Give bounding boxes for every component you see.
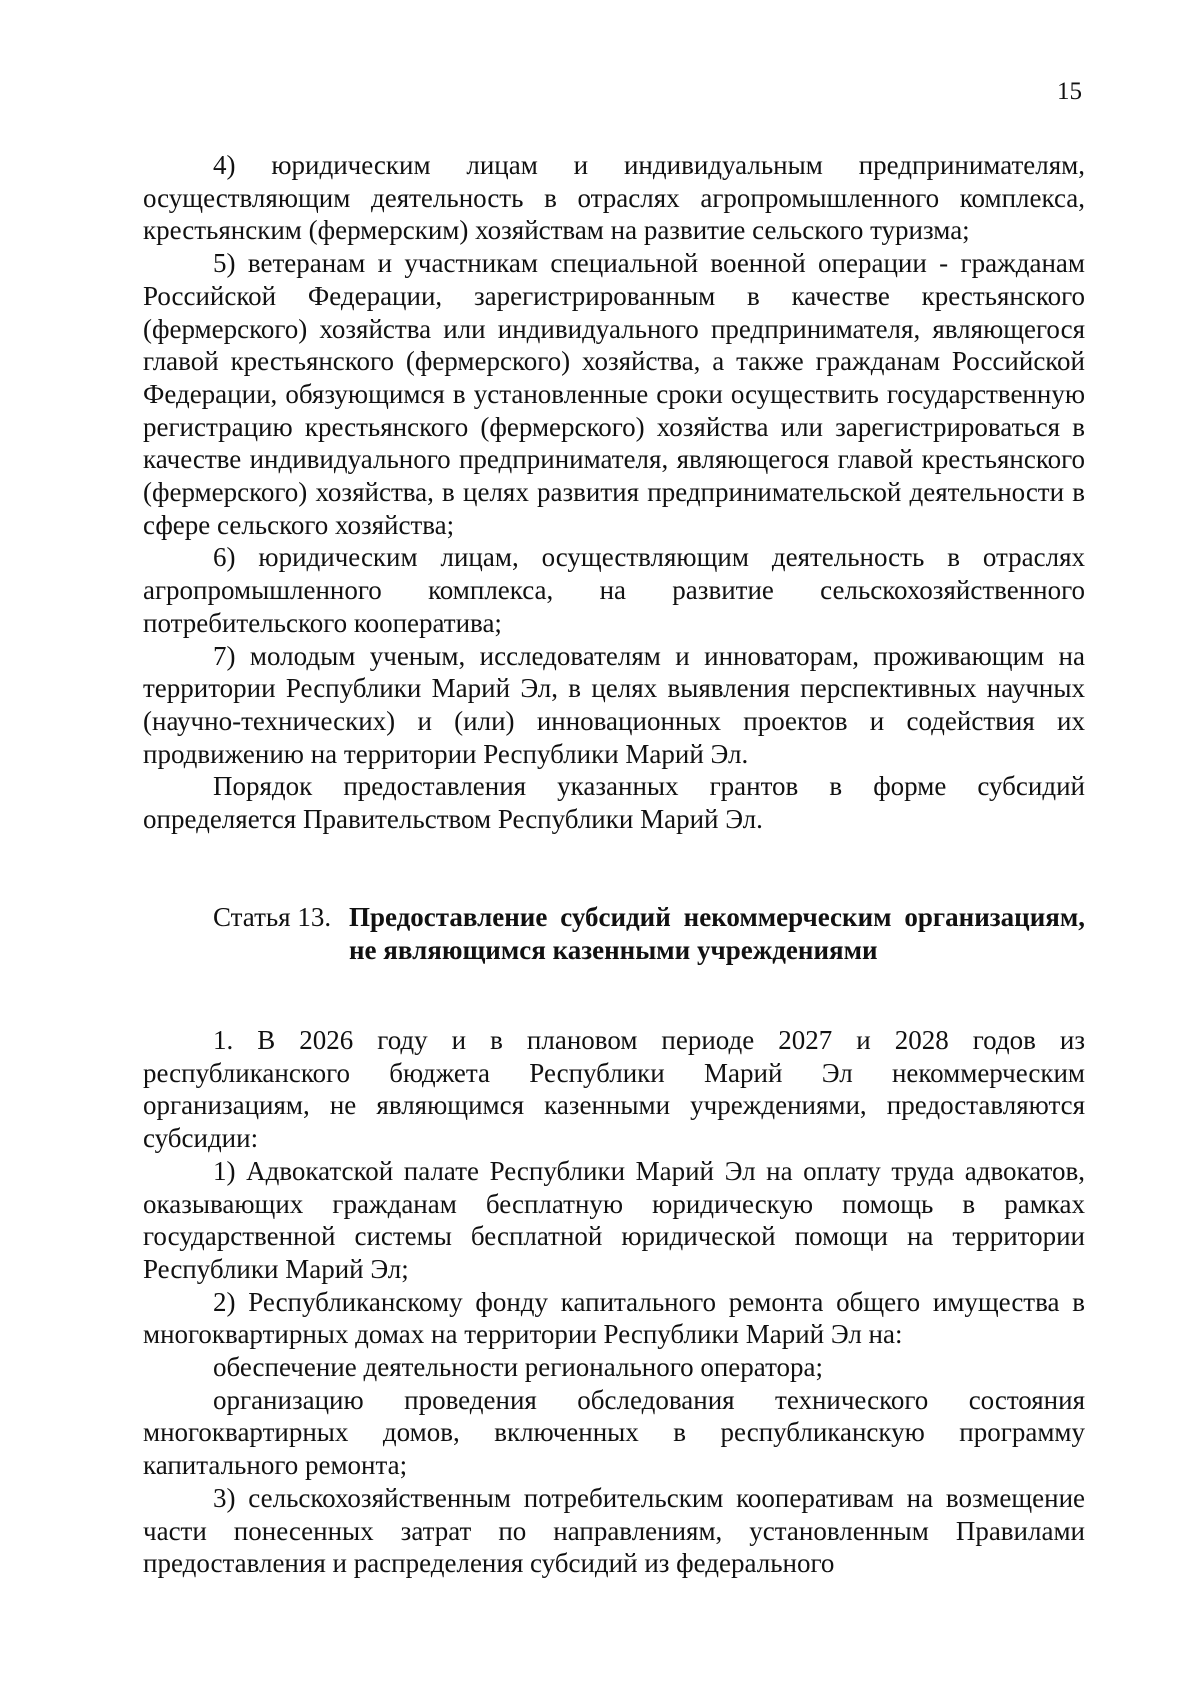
list-item-3-consumer-cooperatives: 3) сельскохозяйственным потребительским кооперативам на возмещение части понесенных затрат по направлениям, установленным Правилами предоставления и распределения субсидий из федерального [143, 1482, 1085, 1579]
article-heading [213, 901, 1085, 966]
grants-procedure-paragraph: Порядок предоставления указанных грантов в форме субсидий определяется Правительством Республики Марий Эл. [143, 771, 1085, 835]
paragraph-group-top [143, 149, 1085, 836]
repair-fund-subitem-inspection: организацию проведения обследования технического состояния многоквартирных домов, включенных в республиканскую программу капитального ремонта; [143, 1384, 1085, 1481]
article-title: Предоставление субсидий некоммерческим организациям, не являющимся казенными учреждениями [349, 902, 1085, 965]
list-item-1-bar-chamber: 1) Адвокатской палате Республики Марий Эл на оплату труда адвокатов, оказывающих гражданам бесплатную юридическую помощь в рамках государственной системы бесплатной юридической помощи на территории Республики Марий Эл; [143, 1155, 1085, 1284]
article-label: Статья 13. [213, 902, 332, 932]
clause-1-intro: 1. В 2026 году и в плановом периоде 2027 и 2028 годов из республиканского бюджета Республики Марий Эл некоммерческим организациям, не являющимся казенными учреждениями, предоставляются субсидии: [143, 1025, 1085, 1154]
list-item-5-svo-veterans: 5) ветеранам и участникам специальной военной операции - гражданам Российской Федерации, зарегистрированным в качестве крестьянского (фермерского) хозяйства или индивидуального предпринимателя, являющегося главой крестьянского (фермерского) хозяйства, а также гражданам Российской Федерации, обязующимся в установленные сроки осуществить государственную регистрацию крестьянского (фермерского) хозяйства или зарегистрироваться в качестве индивидуального предпринимателя, являющегося главой крестьянского (фермерского) хозяйства, в целях развития предпринимательской деятельности в сфере сельского хозяйства; [143, 248, 1085, 540]
list-item-7-young-scientists: 7) молодым ученым, исследователям и инноваторам, проживающим на территории Республики Марий Эл, в целях выявления перспективных научных (научно-технических) и (или) инновационных проектов и содействия их продвижению на территории Республики Марий Эл. [143, 640, 1085, 769]
list-item-2-repair-fund: 2) Республиканскому фонду капитального ремонта общего имущества в многоквартирных домах на территории Республики Марий Эл на: [143, 1286, 1085, 1350]
list-item-6-cooperative: 6) юридическим лицам, осуществляющим деятельность в отраслях агропромышленного комплекса, на развитие сельскохозяйственного потребительского кооператива; [143, 542, 1085, 638]
repair-fund-subitem-operator: обеспечение деятельности регионального оператора; [213, 1352, 824, 1383]
paragraph-group-bottom [143, 1024, 1085, 1580]
page-number: 15 [1057, 78, 1082, 105]
list-item-4-agro-tourism: 4) юридическим лицам и индивидуальным предпринимателям, осуществляющим деятельность в отраслях агропромышленного комплекса, крестьянским (фермерским) хозяйствам на развитие сельского туризма; [143, 150, 1085, 246]
